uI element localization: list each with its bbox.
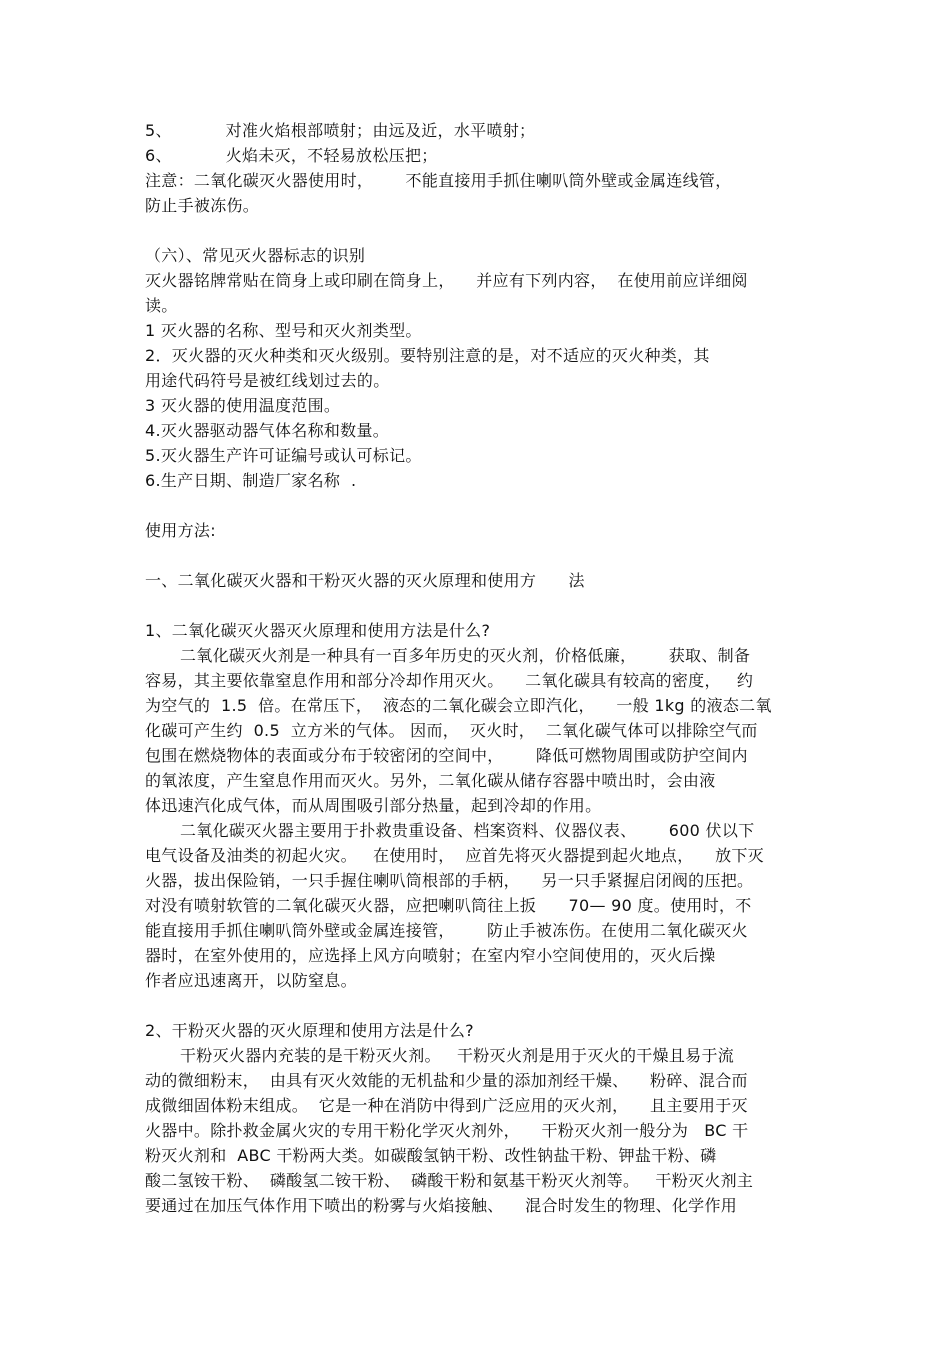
section-heading: 使用方法: (145, 521, 216, 540)
section-heading: （六）、常见灭火器标志的识别 (145, 246, 366, 265)
text-line: 为空气的 1.5 倍。在常压下， 液态的二氧化碳会立即汽化， 一般 1kg 的液态二氧 (145, 696, 772, 715)
text-line: 电气设备及油类的初起火灾。 在使用时， 应首先将灭火器提到起火地点， 放下灭 (145, 846, 764, 865)
text-line: 防止手被冻伤。 (145, 196, 260, 215)
list-item: 5.灭火器生产许可证编号或认可标记。 (145, 446, 422, 465)
text-line: 粉灭火剂和 ABC 干粉两大类。如碳酸氢钠干粉、改性钠盐干粉、钾盐干粉、磷 (145, 1146, 717, 1165)
text-line: 的氧浓度，产生窒息作用而灭火。另外，二氧化碳从储存容器中喷出时，会由液 (145, 771, 716, 790)
list-item: 2．灭火器的灭火种类和灭火级别。要特别注意的是，对不适应的灭火种类，其 (145, 346, 710, 365)
section-heading: 一、二氧化碳灭火器和干粉灭火器的灭火原理和使用方 法 (145, 571, 585, 590)
text-line: 要通过在加压气体作用下喷出的粉雾与火焰接触、 混合时发生的物理、化学作用 (145, 1196, 738, 1215)
text-line: 二氧化碳灭火器主要用于扑救贵重设备、档案资料、仪器仪表、 600 伏以下 (180, 821, 755, 840)
text-line: 动的微细粉末， 由具有灭火效能的无机盐和少量的添加剂经干燥、 粉碎、混合而 (145, 1071, 748, 1090)
text-line: 注意：二氧化碳灭火器使用时， 不能直接用手抓住喇叭筒外壁或金属连线管， (145, 171, 732, 190)
text-line: 火器，拔出保险销，一只手握住喇叭筒根部的手柄， 另一只手紧握启闭阀的压把。 (145, 871, 754, 890)
text-line: 容易，其主要依靠窒息作用和部分冷却作用灭火。 二氧化碳具有较高的密度， 约 (145, 671, 754, 690)
text-line: 火器中。除扑救金属火灾的专用干粉化学灭火剂外， 干粉灭火剂一般分为 BC 干 (145, 1121, 749, 1140)
text-line: 用途代码符号是被红线划过去的。 (145, 371, 390, 390)
text-line: 干粉灭火器内充装的是干粉灭火剂。 干粉灭火剂是用于灭火的干燥且易于流 (180, 1046, 735, 1065)
text-line: 能直接用手抓住喇叭筒外壁或金属连接管， 防止手被冻伤。在使用二氧化碳灭火 (145, 921, 748, 940)
text-line: 5、 对准火焰根部喷射；由远及近，水平喷射； (145, 121, 536, 140)
question-heading: 1、二氧化碳灭火器灭火原理和使用方法是什么? (145, 621, 491, 640)
text-line: 6、 火焰未灭，不轻易放松压把； (145, 146, 438, 165)
text-line: 读。 (145, 296, 178, 315)
text-line: 作者应迅速离开，以防窒息。 (145, 971, 357, 990)
list-item: 1 灭火器的名称、型号和灭火剂类型。 (145, 321, 422, 340)
text-line: 对没有喷射软管的二氧化碳灭火器，应把喇叭筒往上扳 70— 90 度。使用时，不 (145, 896, 752, 915)
text-line: 酸二氢铵干粉、 磷酸氢二铵干粉、 磷酸干粉和氨基干粉灭火剂等。 干粉灭火剂主 (145, 1171, 754, 1190)
text-line: 成微细固体粉末组成。 它是一种在消防中得到广泛应用的灭火剂， 且主要用于灭 (145, 1096, 748, 1115)
text-line: 灭火器铭牌常贴在筒身上或印刷在筒身上， 并应有下列内容， 在使用前应详细阅 (145, 271, 748, 290)
text-line: 二氧化碳灭火剂是一种具有一百多年历史的灭火剂，价格低廉， 获取、制备 (180, 646, 751, 665)
text-line: 器时，在室外使用的，应选择上风方向喷射；在室内窄小空间使用的，灭火后操 (145, 946, 716, 965)
list-item: 3 灭火器的使用温度范围。 (145, 396, 341, 415)
text-line: 化碳可产生约 0.5 立方米的气体。 因而， 灭火时， 二氧化碳气体可以排除空气而 (145, 721, 758, 740)
text-line: 包围在燃烧物体的表面或分布于较密闭的空间中， 降低可燃物周围或防护空间内 (145, 746, 748, 765)
list-item: 4.灭火器驱动器气体名称和数量。 (145, 421, 390, 440)
text-line: 体迅速汽化成气体，而从周围吸引部分热量，起到冷却的作用。 (145, 796, 602, 815)
list-item: 6.生产日期、制造厂家名称 . (145, 471, 357, 490)
question-heading: 2、干粉灭火器的灭火原理和使用方法是什么? (145, 1021, 474, 1040)
